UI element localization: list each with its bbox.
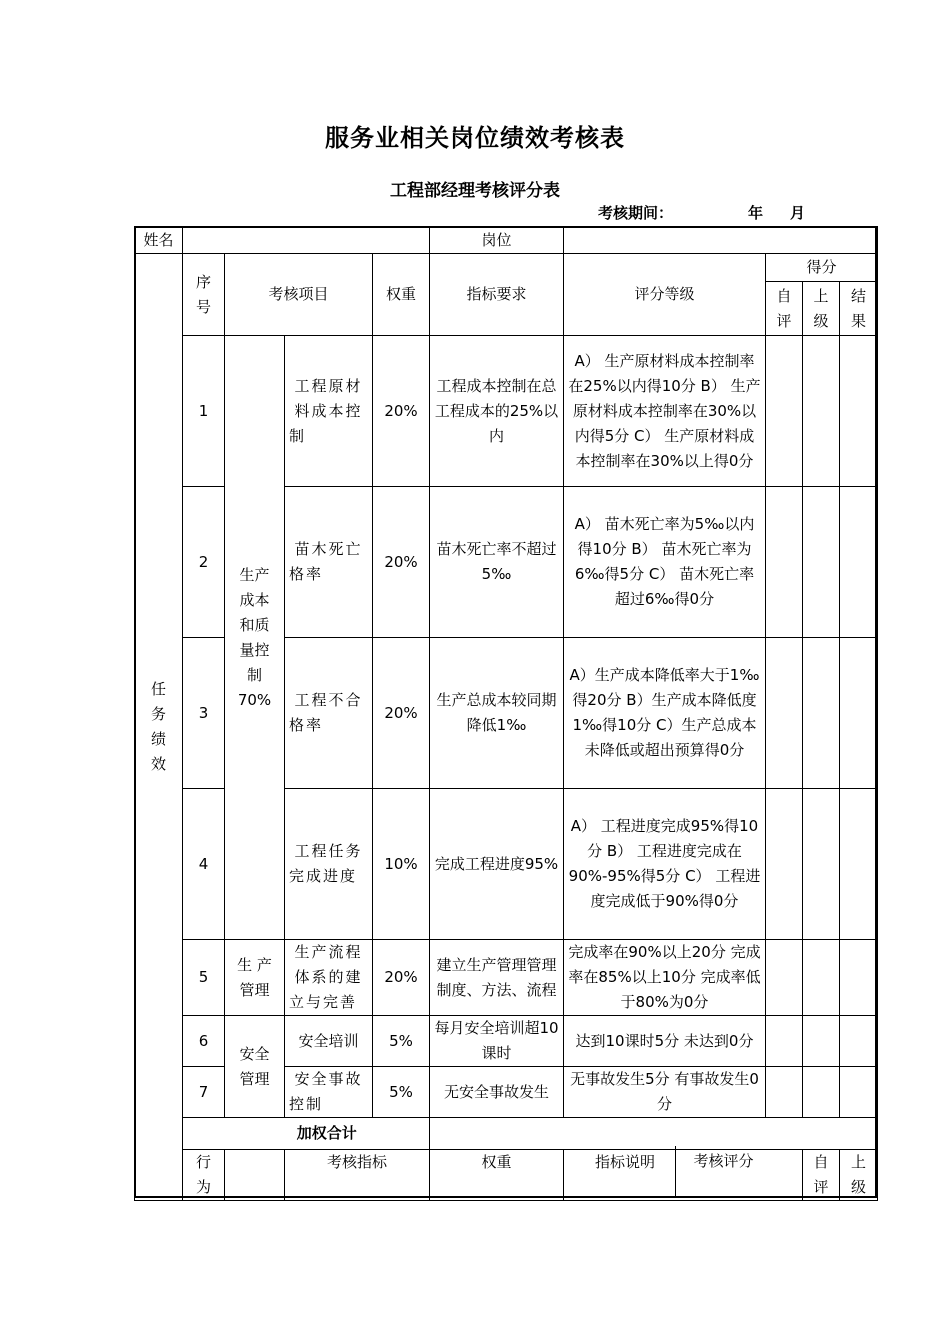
row-weight: 20%: [373, 638, 430, 789]
post-label: 岗位: [430, 227, 564, 254]
behavior-header-indicator: 考核指标: [285, 1150, 430, 1201]
row-no: 2: [183, 487, 225, 638]
table-row: [135, 336, 878, 487]
row-requirement: 建立生产管理管理制度、方法、流程: [430, 940, 564, 1016]
score-self-cell[interactable]: [766, 487, 803, 638]
header-superior: 上级: [803, 282, 840, 336]
behavior-blank: [225, 1150, 285, 1201]
info-row: [135, 227, 878, 254]
row-grade: 完成率在90%以上20分 完成率在85%以上10分 完成率低于80%为0分: [564, 940, 766, 1016]
row-grade: 无事故发生5分 有事故发生0分: [564, 1067, 766, 1118]
task-section-label: [135, 254, 183, 1201]
score-result-cell[interactable]: [840, 940, 878, 1016]
group-production: 生产 成本 和质 量控 制 70%: [225, 336, 285, 940]
row-no: 3: [183, 638, 225, 789]
row-grade: A） 生产原材料成本控制率在25%以内得10分 B） 生产原材料成本控制率在30%以内得5分 C） 生产原材料成本控制率在30%以上得0分: [564, 336, 766, 487]
score-result-cell[interactable]: [840, 487, 878, 638]
row-grade: A）生产成本降低率大于1‰得20分 B）生产成本降低度1‰得10分 C）生产总成本未降低或超出预算得0分: [564, 638, 766, 789]
row-no: 6: [183, 1016, 225, 1067]
table-row: [135, 1016, 878, 1067]
score-result-cell[interactable]: [840, 1067, 878, 1118]
post-value[interactable]: [564, 227, 878, 254]
row-requirement: 生产总成本较同期降低1‰: [430, 638, 564, 789]
behavior-header-superior: 上级: [840, 1150, 878, 1201]
row-no: 7: [183, 1067, 225, 1118]
weighted-total-label: 加权合计: [225, 1118, 430, 1150]
score-result-cell[interactable]: [840, 789, 878, 940]
behavior-header-self: 自评: [803, 1150, 840, 1201]
row-weight: 20%: [373, 336, 430, 487]
table-row: [135, 940, 878, 1016]
header-no: 序号: [183, 254, 225, 336]
header-grade: 评分等级: [564, 254, 766, 336]
row-no: 1: [183, 336, 225, 487]
task-header-row: [135, 254, 878, 282]
row-item: 工程原材料成本控制: [285, 336, 373, 487]
score-superior-cell[interactable]: [803, 1016, 840, 1067]
page-title: 服务业相关岗位绩效考核表: [325, 123, 625, 152]
weighted-total-row: [135, 1118, 878, 1150]
row-item: 工程不合格率: [285, 638, 373, 789]
score-superior-cell[interactable]: [803, 1067, 840, 1118]
row-item: 生产流程体系的建立与完善: [285, 940, 373, 1016]
form-subtitle: 工程部经理考核评分表: [390, 181, 560, 201]
row-item: 工程任务完成进度: [285, 789, 373, 940]
name-value[interactable]: [183, 227, 430, 254]
row-weight: 5%: [373, 1016, 430, 1067]
score-self-cell[interactable]: [766, 638, 803, 789]
header-result: 结果: [840, 282, 878, 336]
name-label: 姓名: [135, 227, 183, 254]
score-superior-cell[interactable]: [803, 940, 840, 1016]
row-grade: 达到10课时5分 未达到0分: [564, 1016, 766, 1067]
period-year: 年: [748, 204, 764, 222]
period-label: 考核期间：: [598, 204, 674, 222]
behavior-header-description: 指标说明: [564, 1150, 803, 1201]
header-score: 得分: [766, 254, 878, 282]
score-superior-cell[interactable]: [803, 638, 840, 789]
row-item: 苗木死亡格率: [285, 487, 373, 638]
score-self-cell[interactable]: [766, 789, 803, 940]
score-self-cell[interactable]: [766, 336, 803, 487]
score-self-cell[interactable]: [766, 1067, 803, 1118]
row-weight: 10%: [373, 789, 430, 940]
behavior-section-label: 行为: [183, 1150, 225, 1201]
score-superior-cell[interactable]: [803, 789, 840, 940]
row-requirement: 无安全事故发生: [430, 1067, 564, 1118]
row-weight: 5%: [373, 1067, 430, 1118]
row-item: 安全事故控制: [285, 1067, 373, 1118]
score-self-cell[interactable]: [766, 1016, 803, 1067]
score-result-cell[interactable]: [840, 638, 878, 789]
header-item: 考核项目: [225, 254, 373, 336]
score-superior-cell[interactable]: [803, 487, 840, 638]
header-self: 自评: [766, 282, 803, 336]
score-result-cell[interactable]: [840, 336, 878, 487]
row-weight: 20%: [373, 487, 430, 638]
row-requirement: 完成工程进度95%: [430, 789, 564, 940]
behavior-header-score: 考核评分: [693, 1152, 754, 1170]
row-weight: 20%: [373, 940, 430, 1016]
period-month: 月: [790, 204, 806, 222]
behavior-header-weight: 权重: [430, 1150, 564, 1201]
row-item: 安全培训: [285, 1016, 373, 1067]
header-requirement: 指标要求: [430, 254, 564, 336]
task-section-text: 任务绩效: [151, 680, 167, 773]
row-requirement: 苗木死亡率不超过5‰: [430, 487, 564, 638]
weighted-total-spacer: [183, 1118, 225, 1150]
row-no: 4: [183, 789, 225, 940]
score-self-cell[interactable]: [766, 940, 803, 1016]
score-superior-cell[interactable]: [803, 336, 840, 487]
evaluation-table: [134, 226, 878, 1201]
row-grade: A） 工程进度完成95%得10分 B） 工程进度完成在90%-95%得5分 C） 工程进度完成低于90%得0分: [564, 789, 766, 940]
row-requirement: 每月安全培训超10课时: [430, 1016, 564, 1067]
group-management: 生 产 管理: [225, 940, 285, 1016]
group-safety: 安全 管理: [225, 1016, 285, 1118]
row-grade: A） 苗木死亡率为5‰以内得10分 B） 苗木死亡率为6‰得5分 C） 苗木死亡率超过6‰得0分: [564, 487, 766, 638]
header-weight: 权重: [373, 254, 430, 336]
row-requirement: 工程成本控制在总工程成本的25%以内: [430, 336, 564, 487]
weighted-total-value[interactable]: [430, 1118, 878, 1150]
score-result-cell[interactable]: [840, 1016, 878, 1067]
row-no: 5: [183, 940, 225, 1016]
